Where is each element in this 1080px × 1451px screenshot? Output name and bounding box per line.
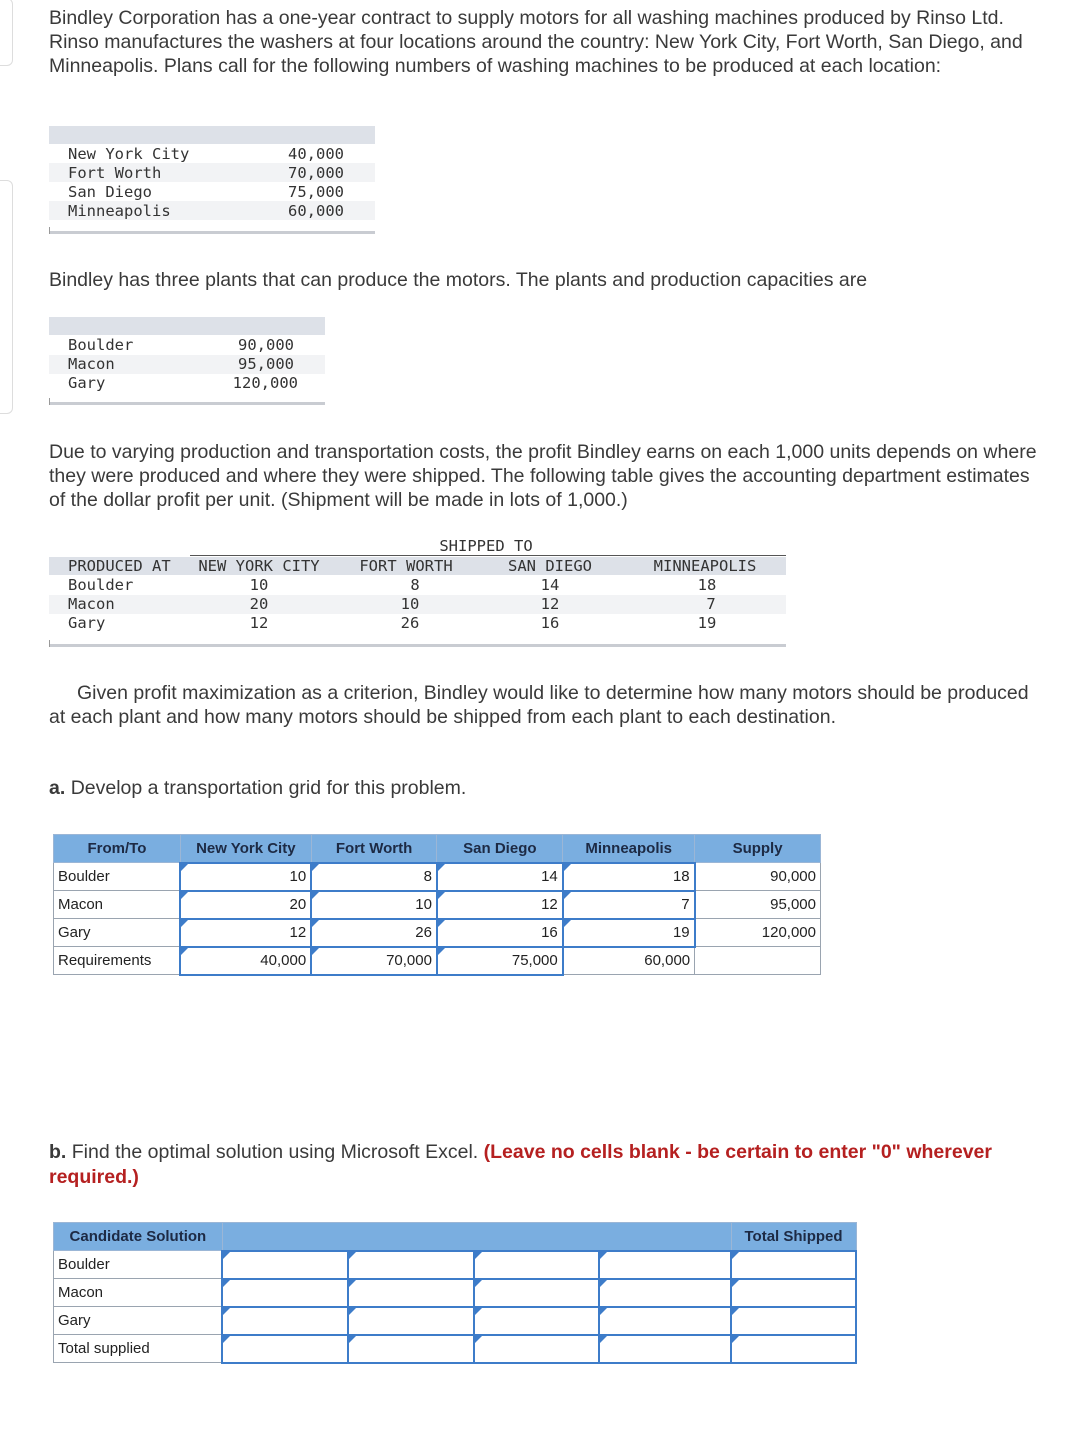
plant-capacity: 120,000 bbox=[232, 374, 298, 392]
solution-input-cell[interactable] bbox=[474, 1279, 600, 1307]
row-label: Macon bbox=[68, 595, 115, 613]
solution-total-cell[interactable] bbox=[731, 1279, 856, 1307]
profit-cell: 20 bbox=[249, 595, 269, 613]
grid-empty-cell bbox=[695, 947, 821, 975]
column-header: MINNEAPOLIS bbox=[653, 557, 757, 575]
location-qty: 75,000 bbox=[288, 183, 344, 201]
grid-row bbox=[54, 891, 821, 919]
solution-input-cell[interactable] bbox=[348, 1335, 474, 1363]
solution-input-cell[interactable] bbox=[599, 1251, 731, 1279]
grid-row-label: Boulder bbox=[54, 863, 181, 891]
plant-name: Gary bbox=[68, 374, 106, 392]
grid-requirement-cell[interactable]: 70,000 bbox=[311, 947, 437, 975]
solution-row bbox=[54, 1307, 857, 1335]
grid-input-cell[interactable]: 16 bbox=[437, 919, 563, 947]
produced-at-header: PRODUCED AT bbox=[68, 557, 171, 575]
grid-row-label: Gary bbox=[54, 919, 181, 947]
location-qty: 70,000 bbox=[288, 164, 344, 182]
plant-capacity: 95,000 bbox=[238, 355, 294, 373]
profit-cell: 7 bbox=[706, 595, 716, 613]
solution-total-cell[interactable] bbox=[731, 1307, 856, 1335]
profit-cell: 8 bbox=[410, 576, 420, 594]
grid-header: Fort Worth bbox=[311, 835, 437, 863]
solution-header-row bbox=[54, 1223, 857, 1251]
grid-input-cell[interactable]: 10 bbox=[180, 863, 311, 891]
solution-header-label: Candidate Solution bbox=[54, 1223, 223, 1251]
solution-input-cell[interactable] bbox=[222, 1251, 348, 1279]
grid-header: New York City bbox=[180, 835, 311, 863]
solution-total-row bbox=[54, 1335, 857, 1363]
part-b-label: b. bbox=[49, 1141, 67, 1163]
solution-input-cell[interactable] bbox=[474, 1251, 600, 1279]
part-a-label: a. bbox=[49, 777, 66, 799]
profit-cell: 16 bbox=[540, 614, 560, 632]
solution-input-cell[interactable] bbox=[474, 1307, 600, 1335]
solution-row-label: Gary bbox=[54, 1307, 223, 1335]
location-name: New York City bbox=[68, 145, 190, 163]
solution-input-cell[interactable] bbox=[599, 1307, 731, 1335]
grid-row-label: Macon bbox=[54, 891, 181, 919]
grid-supply-cell: 95,000 bbox=[695, 891, 821, 919]
grid-row-label: Requirements bbox=[54, 947, 181, 975]
profit-cell: 10 bbox=[249, 576, 269, 594]
grid-header-row bbox=[54, 835, 821, 863]
solution-header-blank bbox=[222, 1223, 731, 1251]
plant-name: Macon bbox=[68, 355, 115, 373]
solution-input-cell[interactable] bbox=[599, 1335, 731, 1363]
solution-header-total: Total Shipped bbox=[731, 1223, 856, 1251]
part-a-text: Develop a transportation grid for this problem. bbox=[70, 777, 467, 799]
location-name: San Diego bbox=[68, 183, 152, 201]
solution-total-cell[interactable] bbox=[731, 1251, 856, 1279]
part-b-text: Find the optimal solution using Microsoft Excel. bbox=[71, 1141, 479, 1163]
grid-requirement-cell: 60,000 bbox=[563, 947, 695, 975]
solution-input-cell[interactable] bbox=[474, 1335, 600, 1363]
grid-header: From/To bbox=[54, 835, 181, 863]
grid-input-cell[interactable]: 12 bbox=[180, 919, 311, 947]
goal-text: Given profit maximization as a criterion, Bindley would like to determine how many motors should be produced at each plant and how many motors should be shipped from each plant to each destination. bbox=[49, 682, 1029, 728]
grid-input-cell[interactable]: 8 bbox=[311, 863, 437, 891]
plant-name: Boulder bbox=[68, 336, 134, 354]
grid-input-cell[interactable]: 20 bbox=[180, 891, 311, 919]
grid-input-cell[interactable]: 18 bbox=[563, 863, 695, 891]
candidate-solution-grid bbox=[53, 1222, 857, 1364]
shipped-to-header: SHIPPED TO bbox=[439, 537, 533, 555]
row-label: Gary bbox=[68, 614, 106, 632]
profit-cell: 19 bbox=[697, 614, 717, 632]
grid-row bbox=[54, 919, 821, 947]
left-edge-panel bbox=[0, 0, 13, 66]
grid-header: Minneapolis bbox=[563, 835, 695, 863]
grid-input-cell[interactable]: 26 bbox=[311, 919, 437, 947]
solution-row bbox=[54, 1279, 857, 1307]
column-header: SAN DIEGO bbox=[508, 557, 592, 575]
grid-input-cell[interactable]: 10 bbox=[311, 891, 437, 919]
solution-row-label: Total supplied bbox=[54, 1335, 223, 1363]
grid-requirement-cell[interactable]: 40,000 bbox=[180, 947, 311, 975]
part-b-prompt bbox=[49, 1140, 1009, 1190]
intro-paragraph: Bindley Corporation has a one-year contract to supply motors for all washing machines produced by Rinso Ltd. Rinso manufactures the washers at four locations around the country: New York City, Fort Worth, San Diego, and Minneapolis. Plans call for the following numbers of washing machines to be produced at each location: bbox=[49, 7, 1023, 77]
part-b-note: (Leave no cells blank - be certain to enter "0" wherever required.) bbox=[49, 1141, 992, 1188]
grid-input-cell[interactable]: 12 bbox=[437, 891, 563, 919]
profit-paragraph: Due to varying production and transportation costs, the profit Bindley earns on each 1,000 units depends on where they were produced and where they were shipped. The following table gives the accounting department estimates of the dollar profit per unit. (Shipment will be made in lots of 1,000.) bbox=[49, 441, 1037, 511]
profit-cell: 14 bbox=[540, 576, 560, 594]
solution-input-cell[interactable] bbox=[348, 1251, 474, 1279]
column-header: FORT WORTH bbox=[359, 557, 453, 575]
solution-total-cell[interactable] bbox=[731, 1335, 856, 1363]
part-a-prompt bbox=[49, 776, 1039, 800]
location-qty: 40,000 bbox=[288, 145, 344, 163]
location-name: Minneapolis bbox=[68, 202, 171, 220]
plants-paragraph: Bindley has three plants that can produce the motors. The plants and production capacities are bbox=[49, 269, 868, 291]
row-label: Boulder bbox=[68, 576, 134, 594]
grid-requirement-cell[interactable]: 75,000 bbox=[437, 947, 563, 975]
goal-paragraph bbox=[49, 681, 1039, 729]
left-edge-panel bbox=[0, 180, 13, 414]
grid-requirements-row bbox=[54, 947, 821, 975]
location-name: Fort Worth bbox=[68, 164, 162, 182]
profit-cell: 12 bbox=[249, 614, 269, 632]
grid-input-cell[interactable]: 14 bbox=[437, 863, 563, 891]
solution-row-label: Boulder bbox=[54, 1251, 223, 1279]
location-qty: 60,000 bbox=[288, 202, 344, 220]
plant-capacity: 90,000 bbox=[238, 336, 294, 354]
grid-header: San Diego bbox=[437, 835, 563, 863]
grid-input-cell[interactable]: 19 bbox=[563, 919, 695, 947]
grid-header: Supply bbox=[695, 835, 821, 863]
profit-cell: 10 bbox=[400, 595, 420, 613]
grid-supply-cell: 120,000 bbox=[695, 919, 821, 947]
solution-input-cell[interactable] bbox=[222, 1335, 348, 1363]
solution-row-label: Macon bbox=[54, 1279, 223, 1307]
solution-input-cell[interactable] bbox=[222, 1307, 348, 1335]
grid-row bbox=[54, 863, 821, 891]
solution-row bbox=[54, 1251, 857, 1279]
transportation-grid bbox=[53, 834, 821, 976]
grid-input-cell[interactable]: 7 bbox=[563, 891, 695, 919]
solution-input-cell[interactable] bbox=[348, 1307, 474, 1335]
solution-input-cell[interactable] bbox=[348, 1279, 474, 1307]
profit-cell: 12 bbox=[540, 595, 560, 613]
solution-input-cell[interactable] bbox=[599, 1279, 731, 1307]
column-header: NEW YORK CITY bbox=[198, 557, 320, 575]
solution-input-cell[interactable] bbox=[222, 1279, 348, 1307]
grid-supply-cell: 90,000 bbox=[695, 863, 821, 891]
profit-cell: 26 bbox=[400, 614, 420, 632]
profit-cell: 18 bbox=[697, 576, 717, 594]
